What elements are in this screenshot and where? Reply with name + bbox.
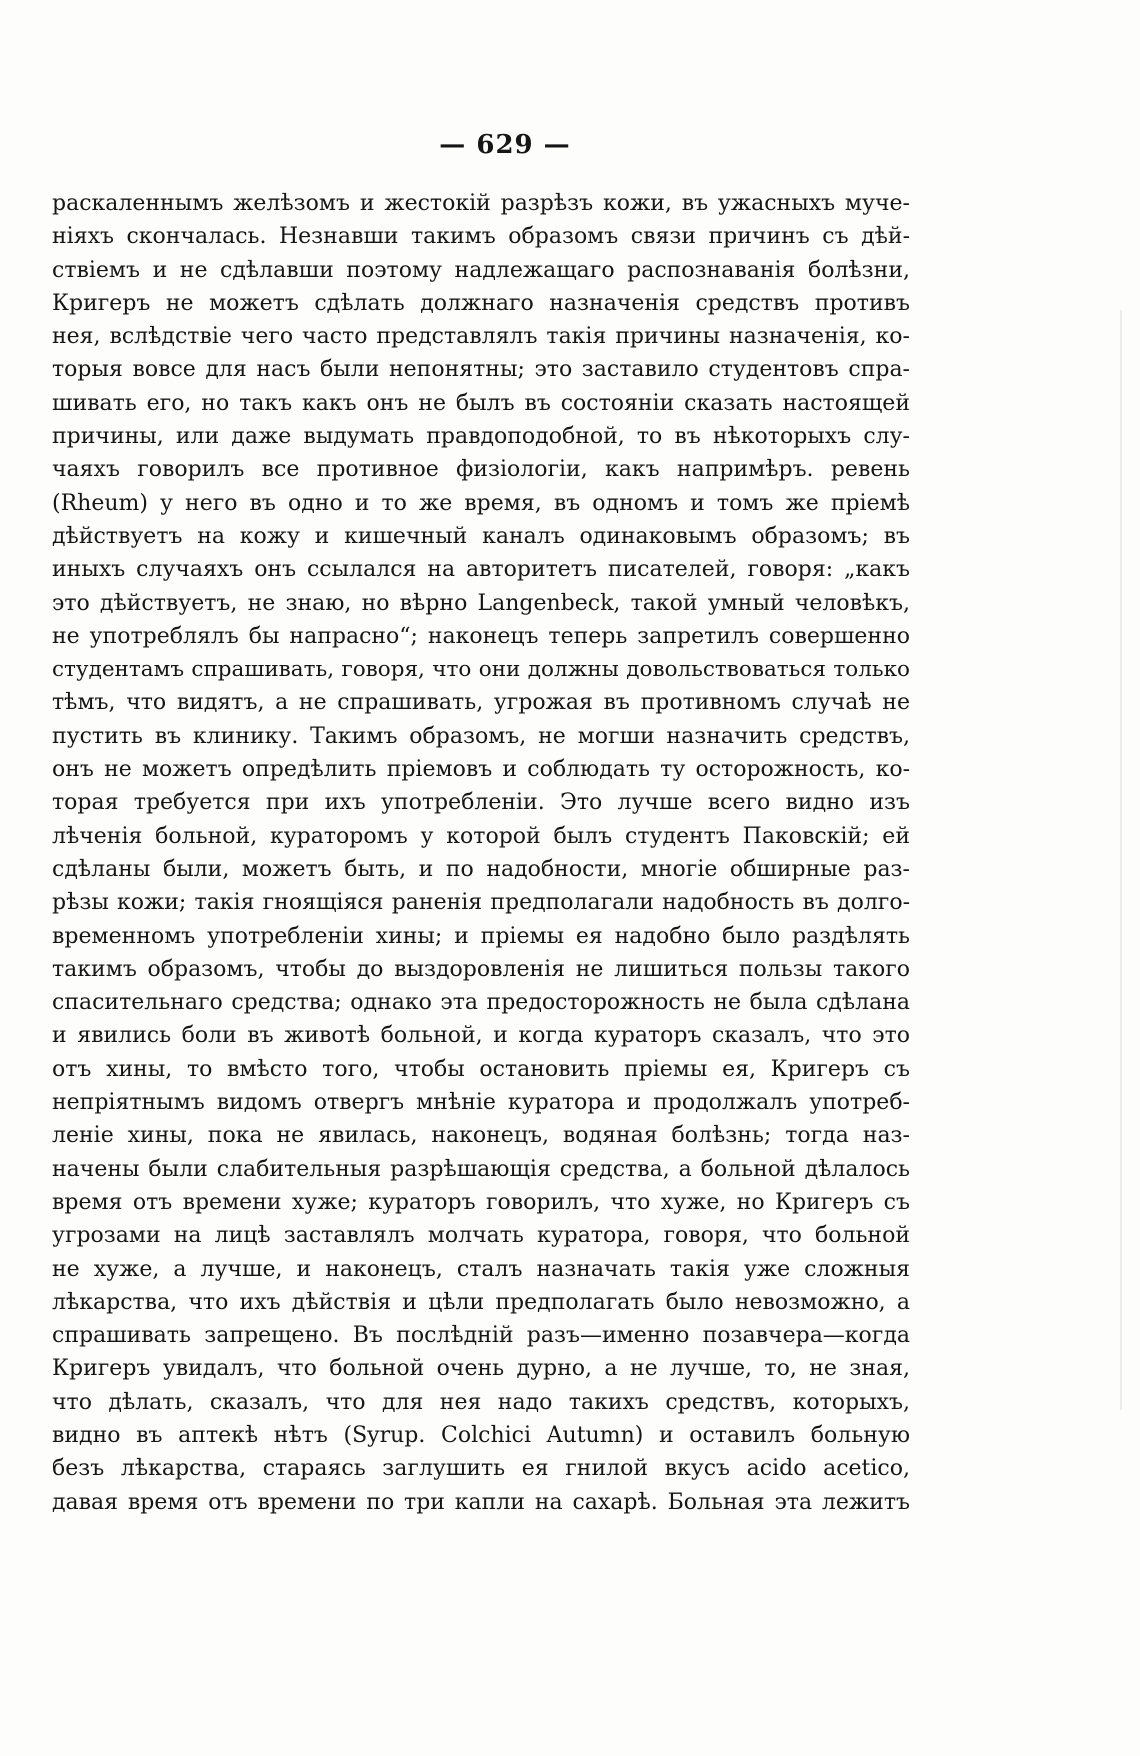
page-number: — 629 — — [439, 130, 571, 160]
text-line: сдѣланы были, можетъ быть, и по надобности, многіе обширные раз- — [52, 856, 910, 882]
text-line: отъ хины, то вмѣсто того, чтобы остановить пріемы ея, Кригеръ съ — [52, 1056, 910, 1082]
text-line: Кригеръ не можетъ сдѣлать должнаго назначенія средствъ противъ — [52, 290, 910, 316]
text-line: нея, вслѣдствіе чего часто представлялъ такія причины назначенія, ко- — [52, 324, 910, 350]
text-line: студентамъ спрашивать, говоря, что они должны довольствоваться только — [52, 657, 910, 683]
text-line: не употреблялъ бы напрасно“; наконецъ теперь запретилъ совершенно — [52, 623, 910, 649]
text-line: такимъ образомъ, чтобы до выздоровленія не лишиться пользы такого — [52, 956, 910, 982]
text-line: лѣченія больной, кураторомъ у которой былъ студентъ Паковскій; ей — [52, 823, 910, 849]
text-line: давая время отъ времени по три капли на сахарѣ. Больная эта лежитъ — [52, 1489, 910, 1515]
text-line: ствіемъ и не сдѣлавши поэтому надлежащаго распознаванія болѣзни, — [52, 257, 910, 283]
text-line: лѣкарства, что ихъ дѣйствія и цѣли предполагать было невозможно, а — [52, 1289, 910, 1315]
text-line: тѣмъ, что видятъ, а не спрашивать, угрожая въ противномъ случаѣ не — [52, 690, 910, 716]
text-line: раскаленнымъ желѣзомъ и жестокій разрѣзъ кожи, въ ужасныхъ муче- — [52, 191, 910, 216]
text-line: дѣйствуетъ на кожу и кишечный каналъ одинаковымъ образомъ; въ — [52, 523, 910, 549]
text-line: торая требуется при ихъ употребленіи. Это лучше всего видно изъ — [52, 790, 910, 816]
text-line: онъ не можетъ опредѣлить пріемовъ и соблюдать ту осторожность, ко- — [52, 757, 910, 783]
text-line: иныхъ случаяхъ онъ ссылался на авторитетъ писателей, говоря: „какъ — [52, 557, 910, 583]
text-line: спасительнаго средства; однако эта предосторожность не была сдѣлана — [52, 990, 910, 1016]
text-line: (Rheum) у него въ одно и то же время, въ одномъ и томъ же пріемѣ — [52, 490, 910, 516]
text-line: и явились боли въ животѣ больной, и когда кураторъ сказалъ, что это — [52, 1023, 910, 1049]
text-line: чаяхъ говорилъ все противное физіологіи, какъ напримѣръ. ревень — [52, 457, 910, 483]
text-line: не хуже, а лучше, и наконецъ, сталъ назначать такія уже сложныя — [52, 1256, 910, 1282]
text-line: это дѣйствуетъ, не знаю, но вѣрно Langenbeck, такой умный человѣкъ, — [52, 590, 910, 616]
scan-edge-shadow — [1120, 310, 1122, 1410]
body-text — [52, 187, 910, 1519]
text-line: начены были слабительныя разрѣшающія средства, а больной дѣлалось — [52, 1156, 910, 1182]
text-line: время отъ времени хуже; кураторъ говорилъ, что хуже, но Кригеръ съ — [52, 1189, 910, 1215]
text-line: шивать его, но такъ какъ онъ не былъ въ состояніи сказать настоящей — [52, 390, 910, 416]
text-line: непріятнымъ видомъ отвергъ мнѣніе куратора и продолжалъ употреб- — [52, 1090, 910, 1116]
text-line: торыя вовсе для насъ были непонятны; это заставило студентовъ спра- — [52, 357, 910, 383]
text-line: леніе хины, пока не явилась, наконецъ, водяная болѣзнь; тогда наз- — [52, 1123, 910, 1149]
text-line: пустить въ клинику. Такимъ образомъ, не могши назначить средствъ, — [52, 723, 910, 749]
text-line: рѣзы кожи; такія гноящіяся раненія предполагали надобность въ долго- — [52, 890, 910, 916]
text-line: причины, или даже выдумать правдоподобной, то въ нѣкоторыхъ слу- — [52, 424, 910, 450]
text-line: угрозами на лицѣ заставлялъ молчать куратора, говоря, что больной — [52, 1223, 910, 1249]
text-line: ніяхъ скончалась. Незнавши такимъ образомъ связи причинъ съ дѣй- — [52, 224, 910, 250]
text-line: безъ лѣкарства, стараясь заглушить ея гнилой вкусъ acido acetico, — [52, 1456, 910, 1482]
text-line: временномъ употребленіи хины; и пріемы ея надобно было раздѣлять — [52, 923, 910, 949]
text-line: спрашивать запрещено. Въ послѣдній разъ—именно позавчера—когда — [52, 1323, 910, 1349]
text-line: Кригеръ увидалъ, что больной очень дурно, а не лучше, то, не зная, — [52, 1356, 910, 1382]
text-line: что дѣлать, сказалъ, что для нея надо такихъ средствъ, которыхъ, — [52, 1389, 910, 1415]
text-line: видно въ аптекѣ нѣтъ (Syrup. Colchici Autumn) и оставилъ больную — [52, 1422, 910, 1448]
